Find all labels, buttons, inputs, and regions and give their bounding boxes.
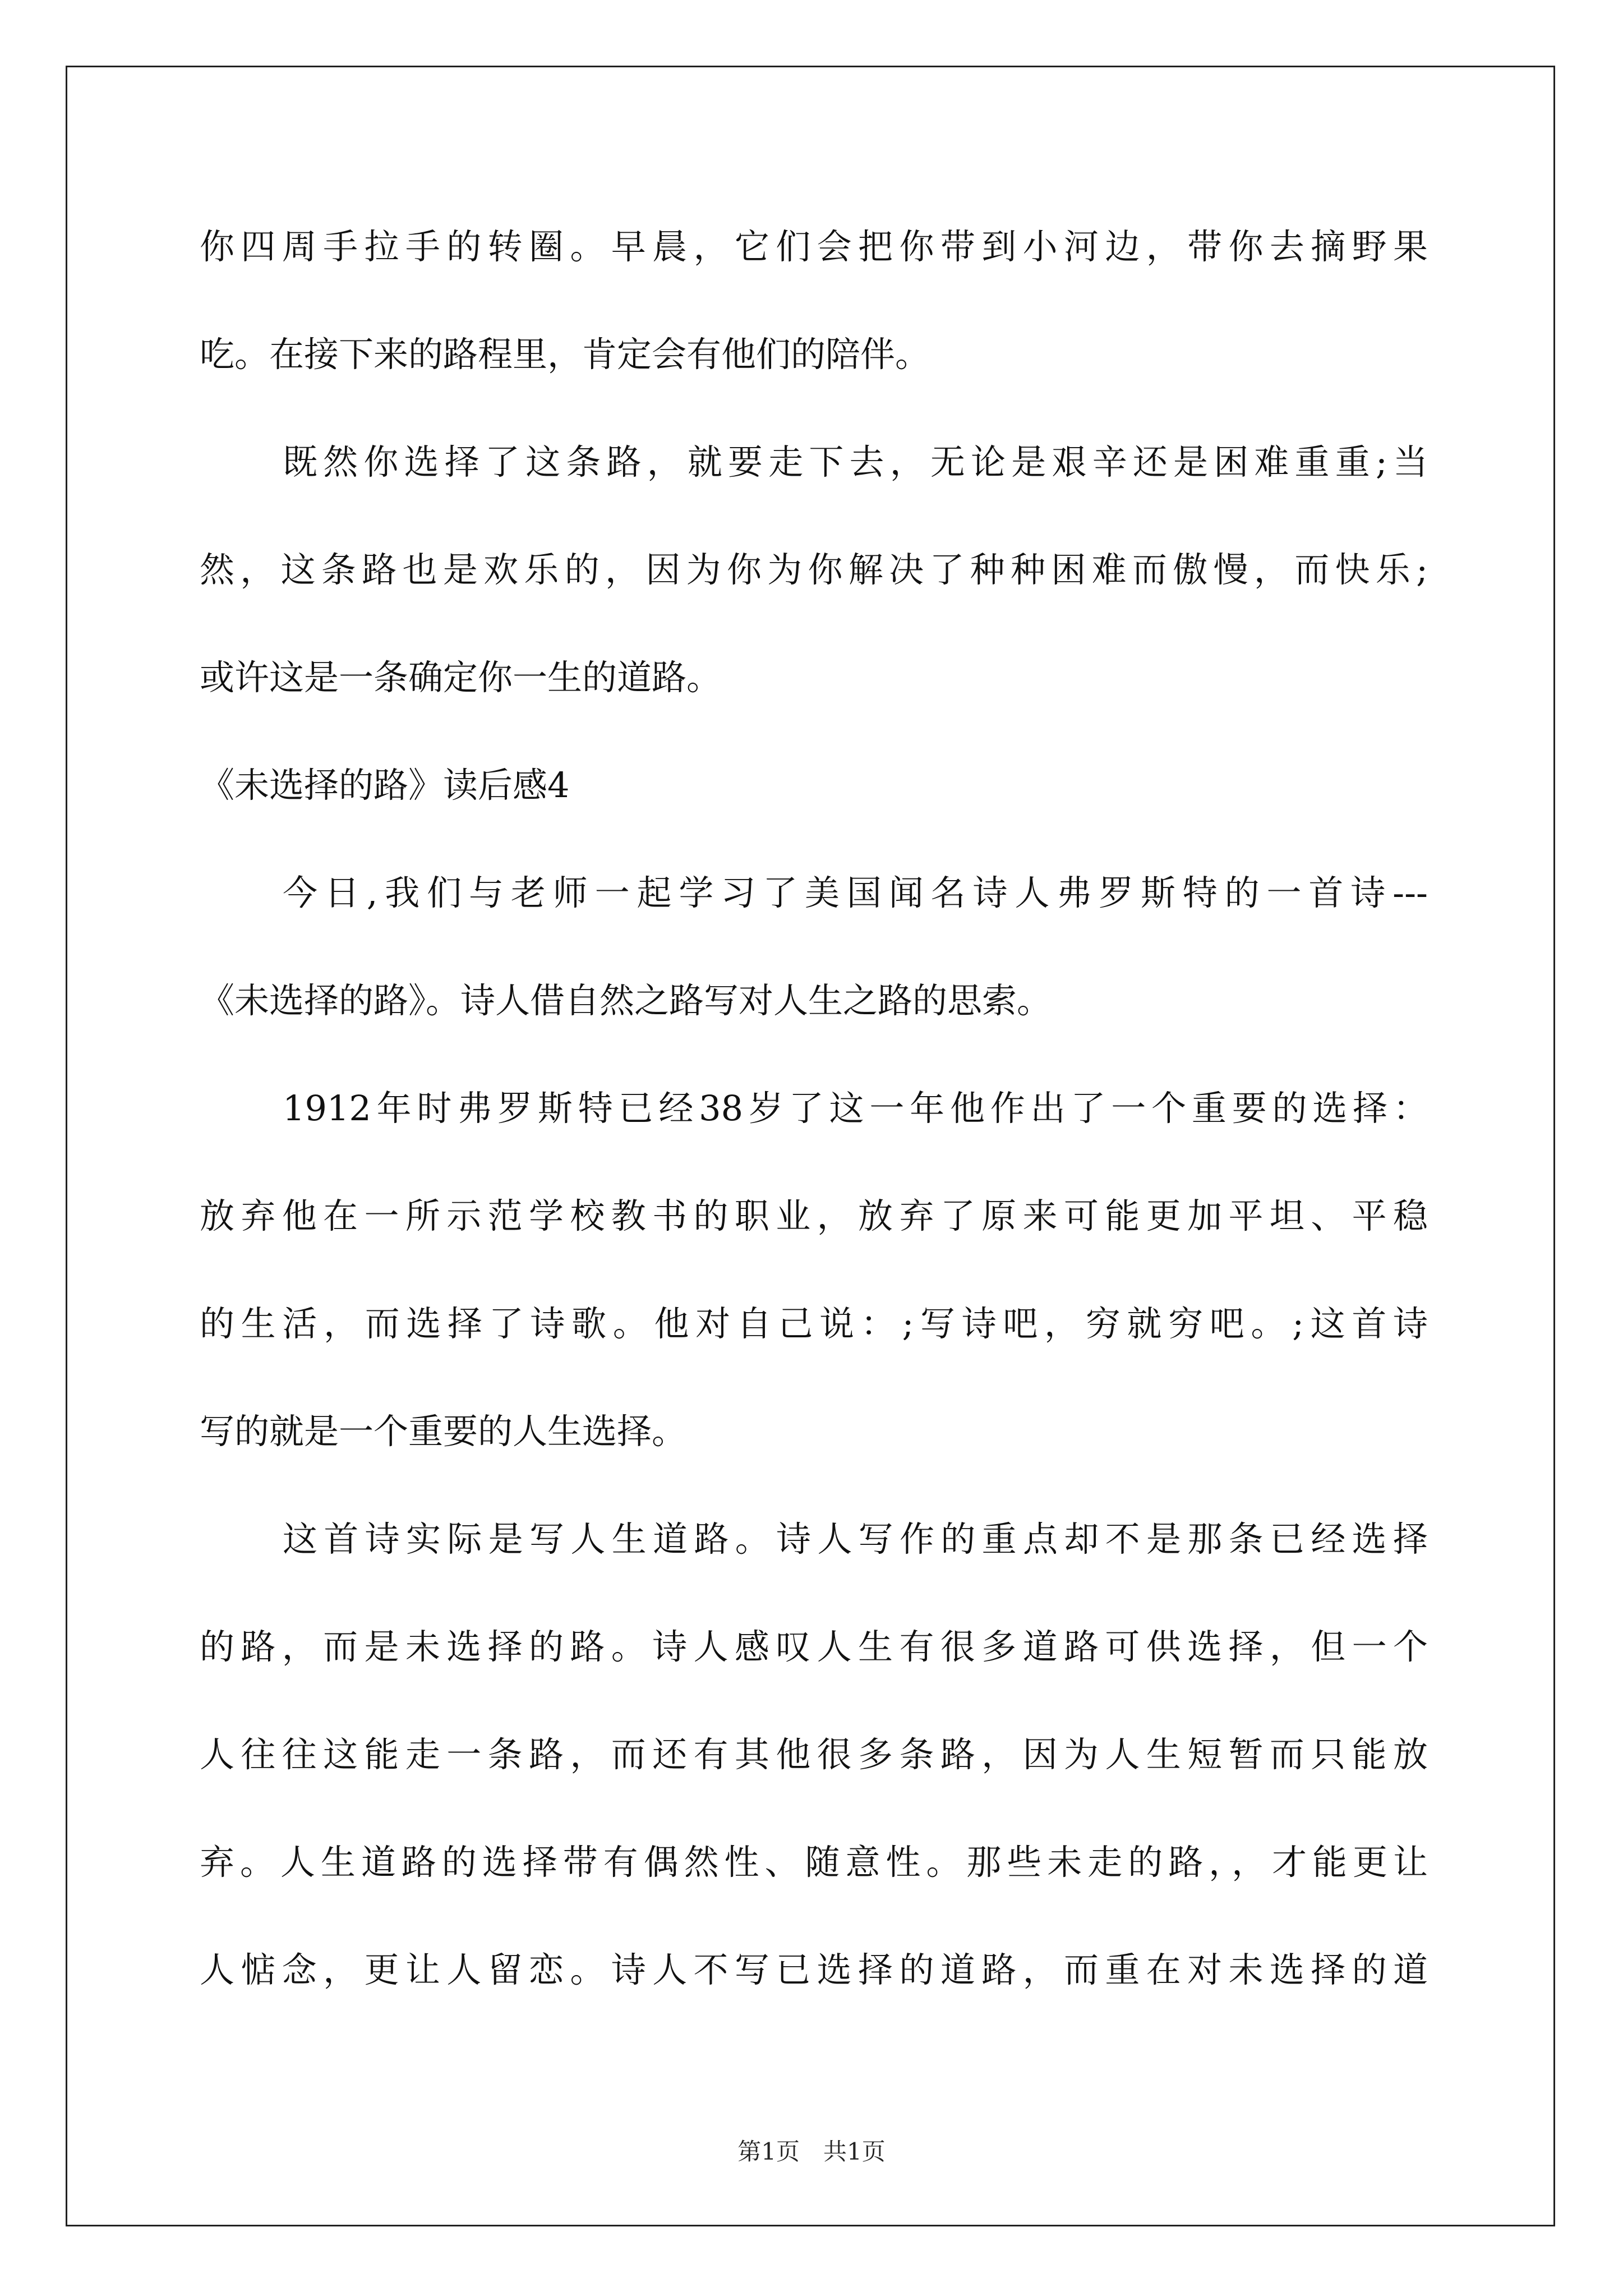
paragraph-line: 《未选择的路》。诗人借自然之路写对人生之路的思索。 — [200, 980, 1052, 1021]
paragraph-line: 你四周手拉手的转圈。早晨，它们会把你带到小河边，带你去摘野果 — [200, 226, 1428, 267]
paragraph-line: 然，这条路也是欢乐的，因为你为你解决了种种困难而傲慢，而快乐; — [200, 549, 1428, 590]
paragraph-line: 的生活，而选择了诗歌。他对自己说：;写诗吧，穷就穷吧。;这首诗 — [200, 1303, 1428, 1344]
page-border — [66, 66, 1555, 2226]
paragraph-line: 写的就是一个重要的人生选择。 — [200, 1411, 687, 1452]
page-footer: 第1页 共1页 — [737, 2138, 886, 2165]
paragraph-line: 放弃他在一所示范学校教书的职业，放弃了原来可能更加平坦、平稳 — [200, 1195, 1428, 1236]
paragraph-line: 人惦念，更让人留恋。诗人不写已选择的道路，而重在对未选择的道 — [200, 1949, 1428, 1990]
paragraph-line: 的路，而是未选择的路。诗人感叹人生有很多道路可供选择，但一个 — [200, 1626, 1428, 1667]
paragraph-line: 弃。人生道路的选择带有偶然性、随意性。那些未走的路，，才能更让 — [200, 1842, 1428, 1883]
paragraph-line: 这首诗实际是写人生道路。诗人写作的重点却不是那条已经选择 — [283, 1519, 1428, 1559]
paragraph-line: 吃。在接下来的路程里，肯定会有他们的陪伴。 — [200, 334, 930, 375]
paragraph-line: 今日,我们与老师一起学习了美国闻名诗人弗罗斯特的一首诗--- — [283, 872, 1428, 913]
paragraph-line: 既然你选择了这条路，就要走下去，无论是艰辛还是困难重重;当 — [283, 441, 1428, 482]
paragraph-line: 1912年时弗罗斯特已经38岁了这一年他作出了一个重要的选择： — [283, 1088, 1428, 1129]
paragraph-line: 人往往这能走一条路，而还有其他很多条路，因为人生短暂而只能放 — [200, 1734, 1428, 1775]
paragraph-line: 或许这是一条确定你一生的道路。 — [200, 657, 722, 698]
section-heading: 《未选择的路》读后感4 — [200, 765, 570, 806]
